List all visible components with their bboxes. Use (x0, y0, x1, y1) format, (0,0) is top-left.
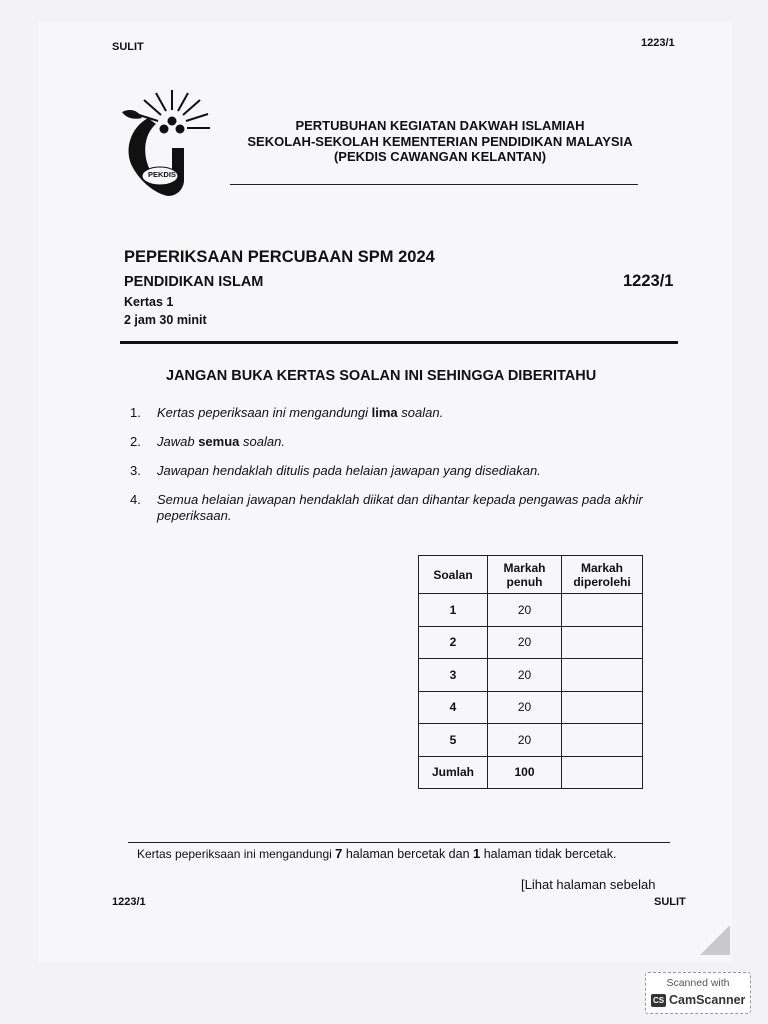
page-count-note: Kertas peperiksaan ini mengandungi 7 halaman bercetak dan 1 halaman tidak bercetak. (137, 846, 617, 861)
instruction-number: 2. (130, 434, 141, 449)
exam-duration: 2 jam 30 minit (124, 313, 207, 327)
organization-divider (230, 184, 638, 185)
camscanner-watermark (645, 972, 751, 1014)
organization-line-3: (PEKDIS CAWANGAN KELANTAN) (333, 149, 547, 164)
header-code: 1223/1 (641, 37, 675, 49)
header-markah-penuh: Markah penuh (488, 556, 562, 594)
watermark-brand: CamScanner (669, 993, 746, 1007)
instruction-item: 2. Jawab semua soalan. (130, 434, 285, 449)
table-row: 4 20 (419, 691, 643, 724)
score-cell (562, 691, 643, 724)
header-sulit: SULIT (112, 41, 144, 53)
score-cell (562, 756, 643, 789)
marks-table-header (419, 556, 643, 594)
footer-sulit: SULIT (654, 896, 686, 908)
score-cell (562, 724, 643, 757)
instruction-item: 3. Jawapan hendaklah ditulis pada helaian jawapan yang disediakan. (130, 463, 541, 478)
instruction-number: 4. (130, 492, 141, 507)
exam-code: 1223/1 (623, 272, 674, 290)
title-divider (120, 341, 678, 344)
watermark-caption: Scanned with (666, 977, 730, 989)
score-cell (562, 659, 643, 692)
exam-paper: Kertas 1 (124, 295, 174, 309)
table-row: 1 20 (419, 594, 643, 627)
warning-text: JANGAN BUKA KERTAS SOALAN INI SEHINGGA DIBERITAHU (166, 368, 597, 384)
exam-title: PEPERIKSAAN PERCUBAAN SPM 2024 (124, 248, 435, 266)
organization-line-1: PERTUBUHAN KEGIATAN DAKWAH ISLAMIAH (295, 118, 585, 133)
score-cell (562, 594, 643, 627)
table-total-row: Jumlah 100 (419, 756, 643, 789)
pekdis-logo (112, 88, 212, 206)
table-row: 5 20 (419, 724, 643, 757)
table-row: 3 20 (419, 659, 643, 692)
table-row: 2 20 (419, 626, 643, 659)
page-fold (700, 925, 730, 955)
marks-table (418, 555, 643, 789)
instruction-number: 3. (130, 463, 141, 478)
header-markah-diperolehi: Markah diperolehi (562, 556, 643, 594)
instruction-item: 1. Kertas peperiksaan ini mengandungi lima soalan. (130, 405, 444, 420)
footer-code: 1223/1 (112, 896, 146, 908)
organization-line-2: SEKOLAH-SEKOLAH KEMENTERIAN PENDIDIKAN MALAYSIA (247, 133, 633, 149)
next-page-note: [Lihat halaman sebelah (521, 877, 656, 892)
footer-divider (128, 842, 670, 843)
header-soalan: Soalan (419, 556, 488, 594)
camscanner-logo-icon: CS (652, 996, 665, 1005)
pekdis-logo-text: PEKDIS (148, 170, 176, 179)
exam-subject: PENDIDIKAN ISLAM (124, 274, 264, 290)
instruction-item: 4. Semua helaian jawapan hendaklah diikat dan dihantar kepada pengawas pada akhir peperiksaan. (130, 492, 643, 523)
score-cell (562, 626, 643, 659)
instructions-list (130, 405, 690, 537)
organization-block (230, 118, 650, 165)
instruction-number: 1. (130, 405, 141, 420)
